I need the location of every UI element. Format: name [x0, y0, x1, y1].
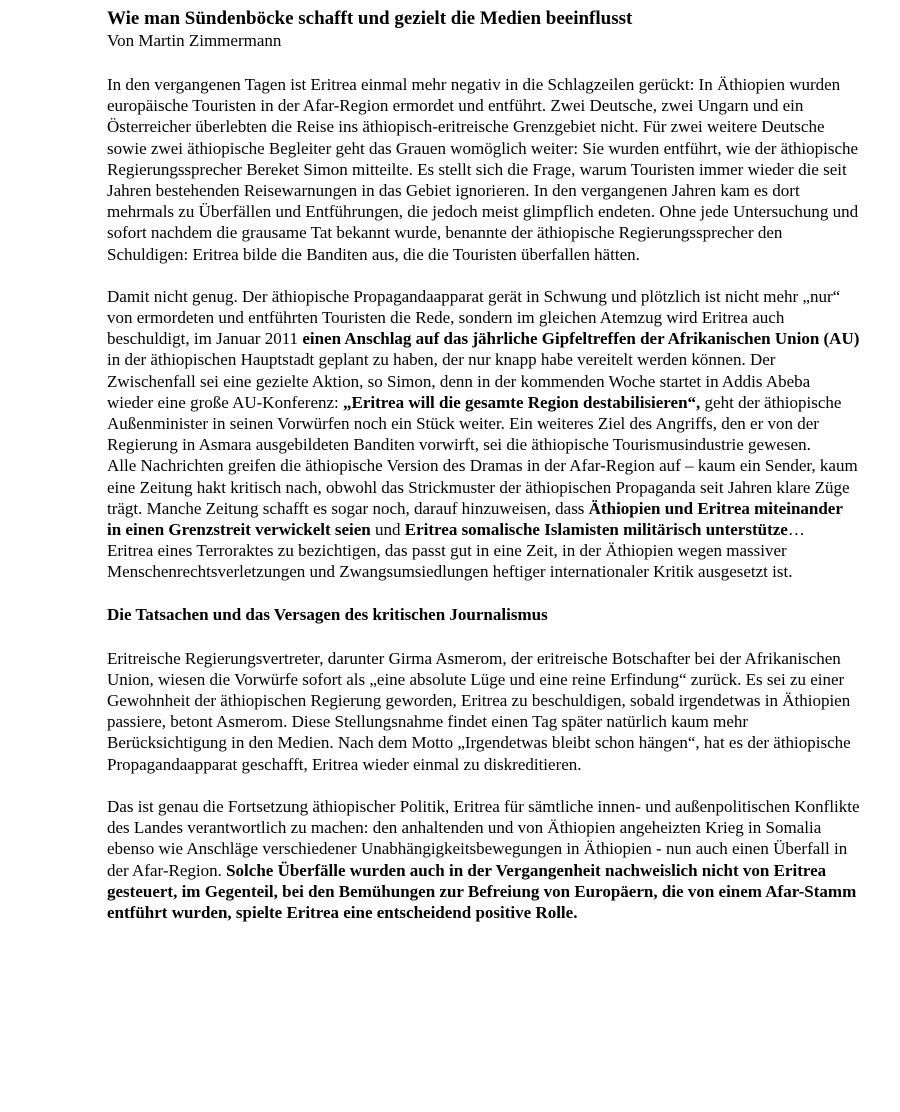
- paragraph-6-text-1: Das ist genau die Fortsetzung äthiopischer Politik, Eritrea für sämtliche innen- und außenpolitischen Konflikte des Landes verantwortlich zu machen: den anhaltenden und von Äthiopien angeheizten Krieg in Somalia ebenso wie Anschläge verschiedener Unabhängigkeitsbewegungen in Äthiopien - nun auch einen Überfall in der Afar-Region.: [107, 796, 860, 880]
- paragraph-3-text-1: Alle Nachrichten greifen die äthiopische Version des Dramas in der Afar-Region auf – kaum ein Sender, kaum eine Zeitung hakt kritisch nach, obwohl das Strickmuster der äthiopischen Propaganda seit Jahren klare Züge trägt. Manche Zeitung schafft es sogar noch, darauf hinzuweisen, dass: [107, 456, 858, 518]
- paragraph-1: In den vergangenen Tagen ist Eritrea einmal mehr negativ in die Schlagzeilen gerückt: In Äthiopien wurden europäische Touristen in der Afar-Region ermordet und entführt. Zwei Deutsche, zwei Ungarn und ein Österreicher überlebten die Reise ins äthiopisch-eritreische Grenzgebiet nicht. Für zwei weitere Deutsche sowie zwei äthiopische Begleiter geht das Grauen womöglich weiter: Sie wurden entführt, wie der äthiopische Regierungssprecher Bereket Simon mitteilte. Es stellt sich die Frage, warum Touristen immer wieder die seit Jahren bestehenden Reisewarnungen in das Gebiet ignorieren. In den vergangenen Jahren kam es dort mehrmals zu Überfällen und Entführungen, die jedoch meist glimpflich endeten. Ohne jede Untersuchung und sofort nachdem die grausame Tat bekannt wurde, benannte der äthiopische Regierungssprecher den Schuldigen: Eritrea bilde die Banditen aus, die die Touristen überfallen hätten.: [107, 75, 859, 264]
- paragraph-3-bold-1: Äthiopien und Eritrea miteinander in einen Grenzstreit verwickelt seien: [107, 498, 843, 540]
- paragraph-2-bold-2: „Eritrea will die gesamte Region destabilisieren“,: [343, 392, 701, 412]
- paragraph-6-bold-1: Solche Überfälle wurden auch in der Vergangenheit nachweislich nicht von Eritrea gesteuert, im Gegenteil, bei den Bemühungen zur Befreiung von Europäern, die von einem Afar-Stamm entführt wurden, spielte Eritrea eine entscheidend positive Rolle.: [107, 860, 857, 922]
- paragraph-3-text-3: …: [787, 520, 805, 540]
- paragraph-4: Eritrea eines Terroraktes zu bezichtigen, das passt gut in eine Zeit, in der Äthiopien wegen massiver Menschenrechtsverletzungen und Zwangsumsiedlungen heftiger internationaler Kritik ausgesetzt ist.: [107, 541, 793, 582]
- paragraph-2: [107, 286, 860, 456]
- section-heading: Die Tatsachen und das Versagen des kritischen Journalismus: [107, 604, 548, 624]
- article-byline: Von Martin Zimmermann: [107, 31, 282, 50]
- paragraph-3-text-2: und: [370, 520, 405, 540]
- paragraph-2-text-2: in der äthiopischen Hauptstadt geplant zu haben, der nur knapp habe vereitelt werden können. Der Zwischenfall sei eine gezielte Aktion, so Simon, denn in der kommenden Woche startet in Addis Abeba wieder eine große AU-Konferenz:: [107, 350, 811, 412]
- paragraph-3-bold-2: Eritrea somalische Islamisten militärisch unterstütze: [404, 520, 788, 540]
- paragraph-2-text-1: Damit nicht genug. Der äthiopische Propagandaapparat gerät in Schwung und plötzlich ist nicht mehr „nur“ von ermordeten und entführten Touristen die Rede, sondern im gleichen Atemzug wird Eritrea auch beschuldigt, im Januar 2011: [107, 286, 841, 349]
- paragraph-2-text-3: geht der äthiopische Außenminister in seinen Vorwürfen noch ein Stück weiter. Ein weiteres Ziel des Angriffs, den er von der Regierung in Asmara ausgebildeten Banditen vorwirft, sei die äthiopische Tourismusindustrie gewesen.: [107, 392, 842, 455]
- paragraph-5: Eritreische Regierungsvertreter, darunter Girma Asmerom, der eritreische Botschafter bei der Afrikanischen Union, wiesen die Vorwürfe sofort als „eine absolute Lüge und eine reine Erfindung“ zurück. Es sei zu einer Gewohnheit der äthiopischen Regierung geworden, Eritrea zu beschuldigen, sobald irgendetwas in Äthiopien passiere, betont Asmerom. Diese Stellungsnahme findet einen Tag später natürlich kaum mehr Berücksichtigung in den Medien. Nach dem Motto „Irgendetwas bleibt schon hängen“, hat es der äthiopische Propagandaapparat geschafft, Eritrea wieder einmal zu diskreditieren.: [107, 648, 851, 774]
- paragraph-3: [107, 455, 860, 540]
- article-title: Wie man Sündenböcke schafft und gezielt die Medien beeinflusst: [107, 8, 633, 29]
- paragraph-6: [107, 796, 860, 923]
- paragraph-2-bold-1: einen Anschlag auf das jährliche Gipfeltreffen der Afrikanischen Union (AU): [302, 329, 860, 349]
